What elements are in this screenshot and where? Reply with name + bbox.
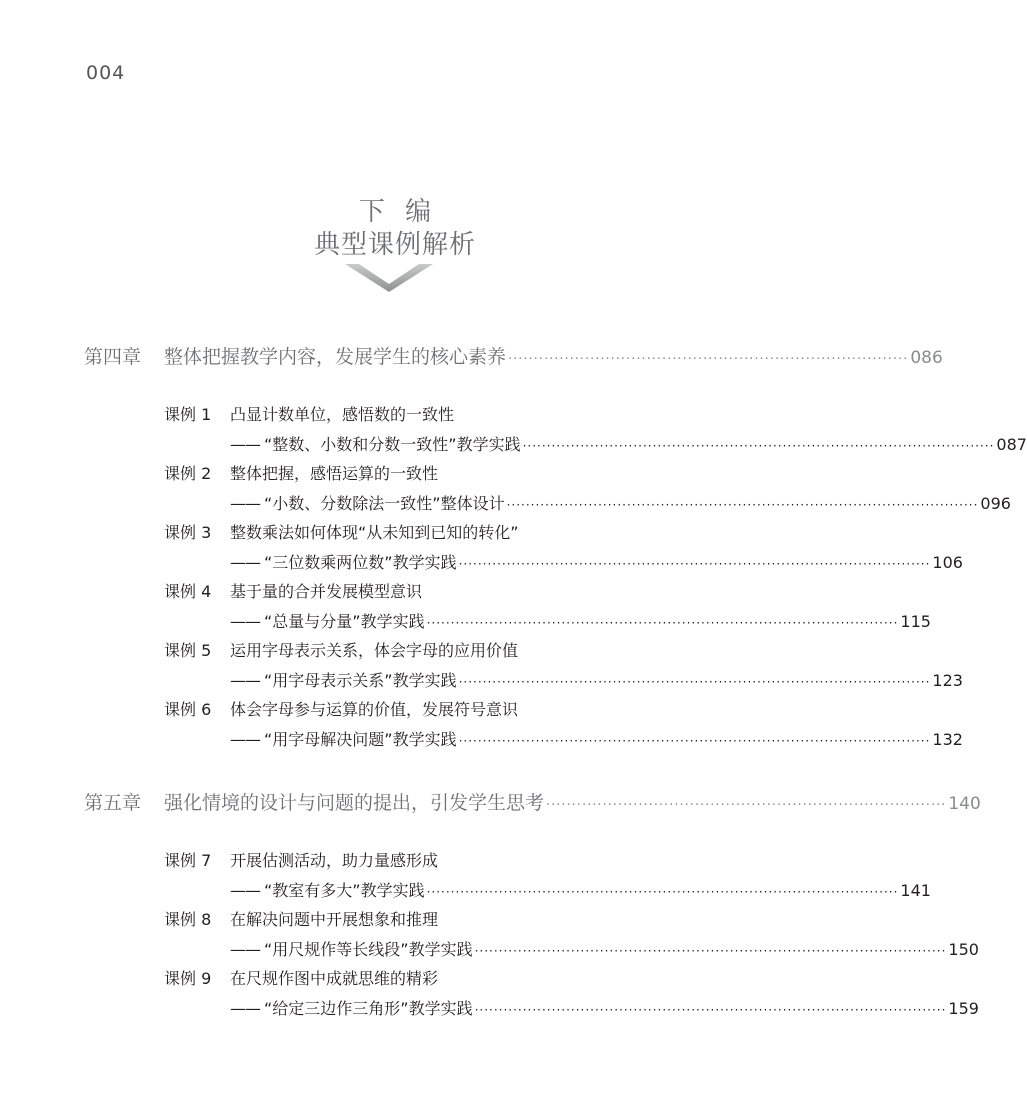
lesson-title: 在解决问题中开展想象和推理	[230, 910, 439, 929]
chapter-title: 整体把握教学内容，发展学生的核心素养	[164, 346, 507, 368]
lesson-page: 115	[900, 612, 931, 631]
lesson-subtitle: “教室有多大”教学实践	[264, 881, 425, 900]
part-heading	[0, 196, 790, 262]
lesson-page: 159	[948, 999, 979, 1018]
dot-leader: ··································································································	[426, 885, 899, 899]
lesson-page: 096	[980, 494, 1011, 513]
part-label: 下 编	[358, 197, 438, 227]
lesson-number: 课例 6	[164, 700, 212, 719]
dot-leader: ··································································································	[426, 616, 899, 630]
chapter-title: 强化情境的设计与问题的提出，引发学生思考	[164, 792, 545, 814]
chevron-down-icon	[345, 264, 433, 292]
lesson-number: 课例 9	[164, 969, 212, 988]
lesson-entry[interactable]	[164, 697, 963, 757]
em-dash: ——	[230, 881, 260, 900]
dot-leader: ··································································································	[522, 439, 995, 453]
dot-leader: ··············································································	[508, 352, 909, 367]
lesson-entry[interactable]	[164, 579, 931, 639]
lesson-title: 运用字母表示关系，体会字母的应用价值	[230, 641, 519, 660]
lesson-subtitle: “整数、小数和分数一致性”教学实践	[264, 435, 521, 454]
lesson-number: 课例 1	[164, 405, 212, 424]
lesson-subtitle: “用尺规作等长线段”教学实践	[264, 940, 473, 959]
lesson-number: 课例 8	[164, 910, 212, 929]
chapter-page: 086	[910, 348, 943, 368]
lesson-page: 141	[900, 881, 931, 900]
lesson-subtitle: “用字母解决问题”教学实践	[264, 730, 457, 749]
lesson-title: 在尺规作图中成就思维的精彩	[230, 969, 439, 988]
lesson-entry[interactable]	[164, 848, 931, 908]
em-dash: ——	[230, 435, 260, 454]
lesson-number: 课例 5	[164, 641, 212, 660]
lesson-title: 基于量的合并发展模型意识	[230, 582, 423, 601]
dot-leader: ··································································································	[474, 1003, 947, 1017]
chapter-number: 第四章	[84, 346, 142, 368]
lesson-subtitle: “用字母表示关系”教学实践	[264, 671, 457, 690]
lesson-page: 123	[932, 671, 963, 690]
lesson-subtitle: “三位数乘两位数”教学实践	[264, 553, 457, 572]
lesson-number: 课例 7	[164, 851, 212, 870]
em-dash: ——	[230, 730, 260, 749]
lesson-title: 体会字母参与运算的价值，发展符号意识	[230, 700, 519, 719]
chapter-entry[interactable]	[84, 342, 943, 370]
lesson-entry[interactable]	[164, 638, 963, 698]
lesson-entry[interactable]	[164, 966, 979, 1026]
lesson-entry[interactable]	[164, 402, 1027, 462]
lesson-entry[interactable]	[164, 520, 963, 580]
em-dash: ——	[230, 671, 260, 690]
dot-leader: ··································································································	[458, 675, 931, 689]
lesson-number: 课例 2	[164, 464, 212, 483]
lesson-entry[interactable]	[164, 907, 979, 967]
dot-leader: ··············································································	[546, 798, 947, 813]
em-dash: ——	[230, 553, 260, 572]
chapter-number: 第五章	[84, 792, 142, 814]
lesson-number: 课例 3	[164, 523, 212, 542]
lesson-subtitle: “给定三边作三角形”教学实践	[264, 999, 473, 1018]
dot-leader: ··································································································	[458, 734, 931, 748]
chapter-entry[interactable]	[84, 788, 981, 816]
lesson-page: 087	[996, 435, 1027, 454]
dot-leader: ··································································································	[474, 944, 947, 958]
lesson-number: 课例 4	[164, 582, 212, 601]
lesson-subtitle: “小数、分数除法一致性”整体设计	[264, 494, 505, 513]
dot-leader: ··································································································	[458, 557, 931, 571]
chapter-page: 140	[948, 794, 981, 814]
lesson-title: 凸显计数单位，感悟数的一致性	[230, 405, 455, 424]
em-dash: ——	[230, 494, 260, 513]
lesson-title: 整体把握，感悟运算的一致性	[230, 464, 439, 483]
lesson-title: 开展估测活动，助力量感形成	[230, 851, 439, 870]
page-number: 004	[86, 62, 126, 84]
lesson-entry[interactable]	[164, 461, 1011, 521]
lesson-page: 106	[932, 553, 963, 572]
lesson-title: 整数乘法如何体现“从未知到已知的转化”	[230, 523, 519, 542]
lesson-subtitle: “总量与分量”教学实践	[264, 612, 425, 631]
part-title: 典型课例解析	[313, 230, 476, 260]
em-dash: ——	[230, 999, 260, 1018]
em-dash: ——	[230, 940, 260, 959]
lesson-page: 132	[932, 730, 963, 749]
dot-leader: ··································································································	[506, 498, 979, 512]
lesson-page: 150	[948, 940, 979, 959]
em-dash: ——	[230, 612, 260, 631]
